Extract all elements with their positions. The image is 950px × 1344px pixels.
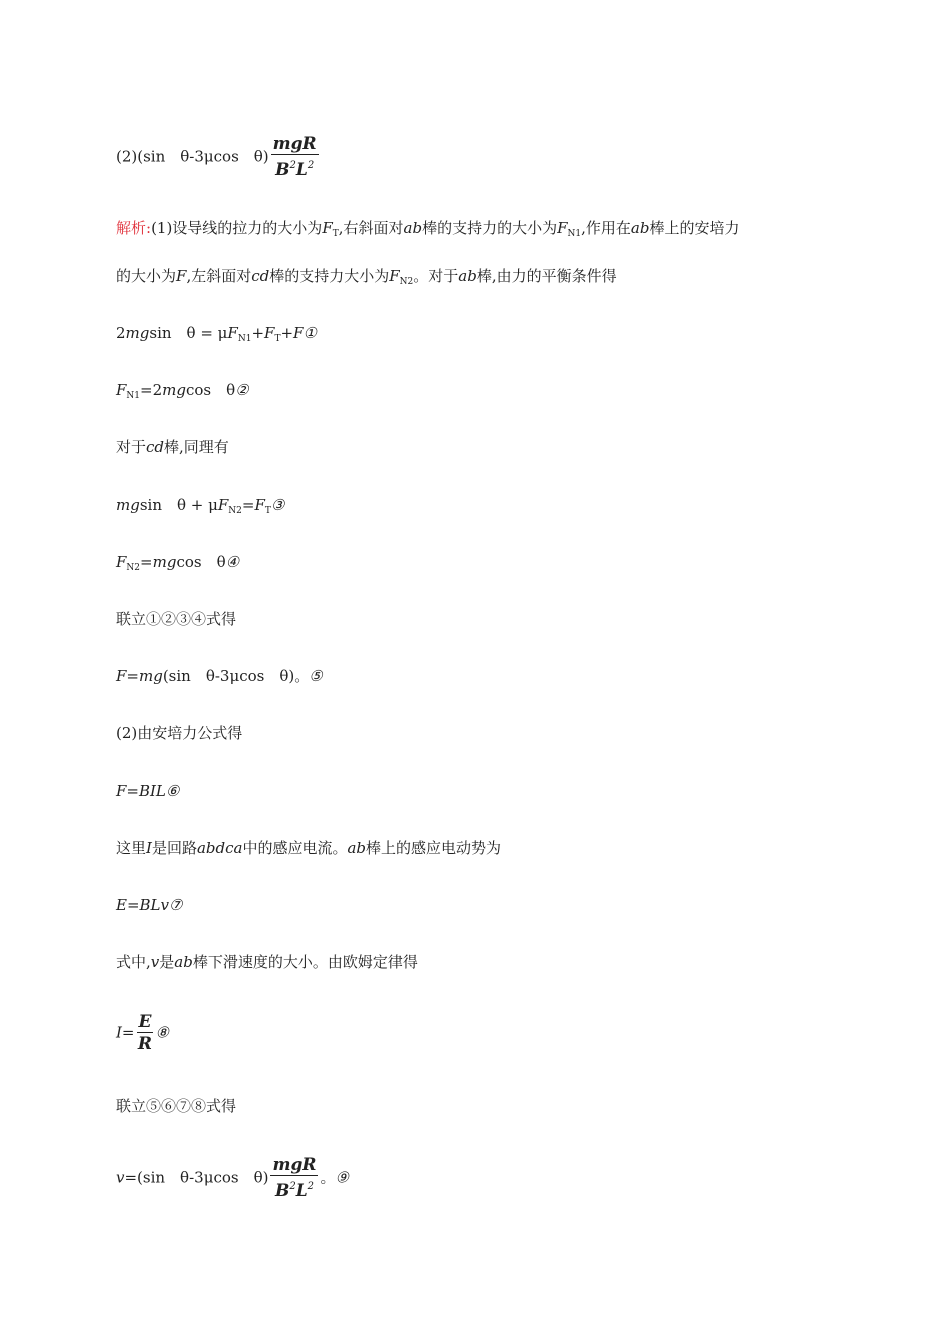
fraction-mgR-over-B2L2-final: $\frac{\text{mgR}}{B^2L^2}$ [272, 1155, 317, 1201]
equation-7: E=BLv⑦ [116, 896, 183, 914]
cd-sentence: 对于cd棒,同理有 [116, 438, 229, 456]
equation-1: 2mgsin $\theta = \mu F_{N1}+F_T+F①$ [116, 324, 317, 344]
join-sentence-2: 联立⑤⑥⑦⑧式得 [116, 1097, 237, 1115]
analysis-line-1: 解析:(1)设导线的拉力的大小为$F_T$,右斜面对ab棒的支持力的大小为$F_{N1}$,作用在ab棒上的安培力 [116, 219, 740, 239]
equation-6: F=BIL⑥ [116, 782, 180, 800]
fraction-mgR-over-B2L2: $\frac{\text{mgR}}{B^2L^2}$ [272, 134, 317, 180]
loop-sentence: 这里I是回路abdca中的感应电流。ab棒上的感应电动势为 [116, 839, 502, 857]
fraction-E-over-R: $\frac{E}{R}$ [137, 1012, 153, 1054]
equation-4: $F_{N2}=mgcos$ θ④ [116, 553, 240, 573]
equation-2: $F_{N1}=2mgcos$ θ② [116, 381, 249, 401]
part-2-heading: (2)由安培力公式得 [116, 724, 243, 742]
analysis-line-2: 的大小为F,左斜面对cd棒的支持力大小为$F_{N2}$。对于ab棒,由力的平衡条件得 [116, 267, 617, 287]
equation-3: mgsin $\theta + \mu F_{N2}=F_T③$ [116, 496, 285, 516]
velocity-sentence: 式中,v是ab棒下滑速度的大小。由欧姆定律得 [116, 953, 418, 971]
join-sentence-1: 联立①②③④式得 [116, 610, 237, 628]
answer-2-prefix: (2)(sin θ-3μcos θ) [116, 147, 269, 166]
equation-9: v=(sin θ-3μcos θ) $\frac{\text{mgR}}{B^2L^2}$ 。⑨ [116, 1155, 349, 1201]
equation-5: F=mg(sin θ-3μcos θ)。⑤ [116, 667, 323, 685]
answer-2 [116, 134, 321, 181]
analysis-label: 解析: [116, 219, 152, 237]
equation-8: I= $\frac{E}{R}$ ⑧ [116, 1012, 169, 1054]
